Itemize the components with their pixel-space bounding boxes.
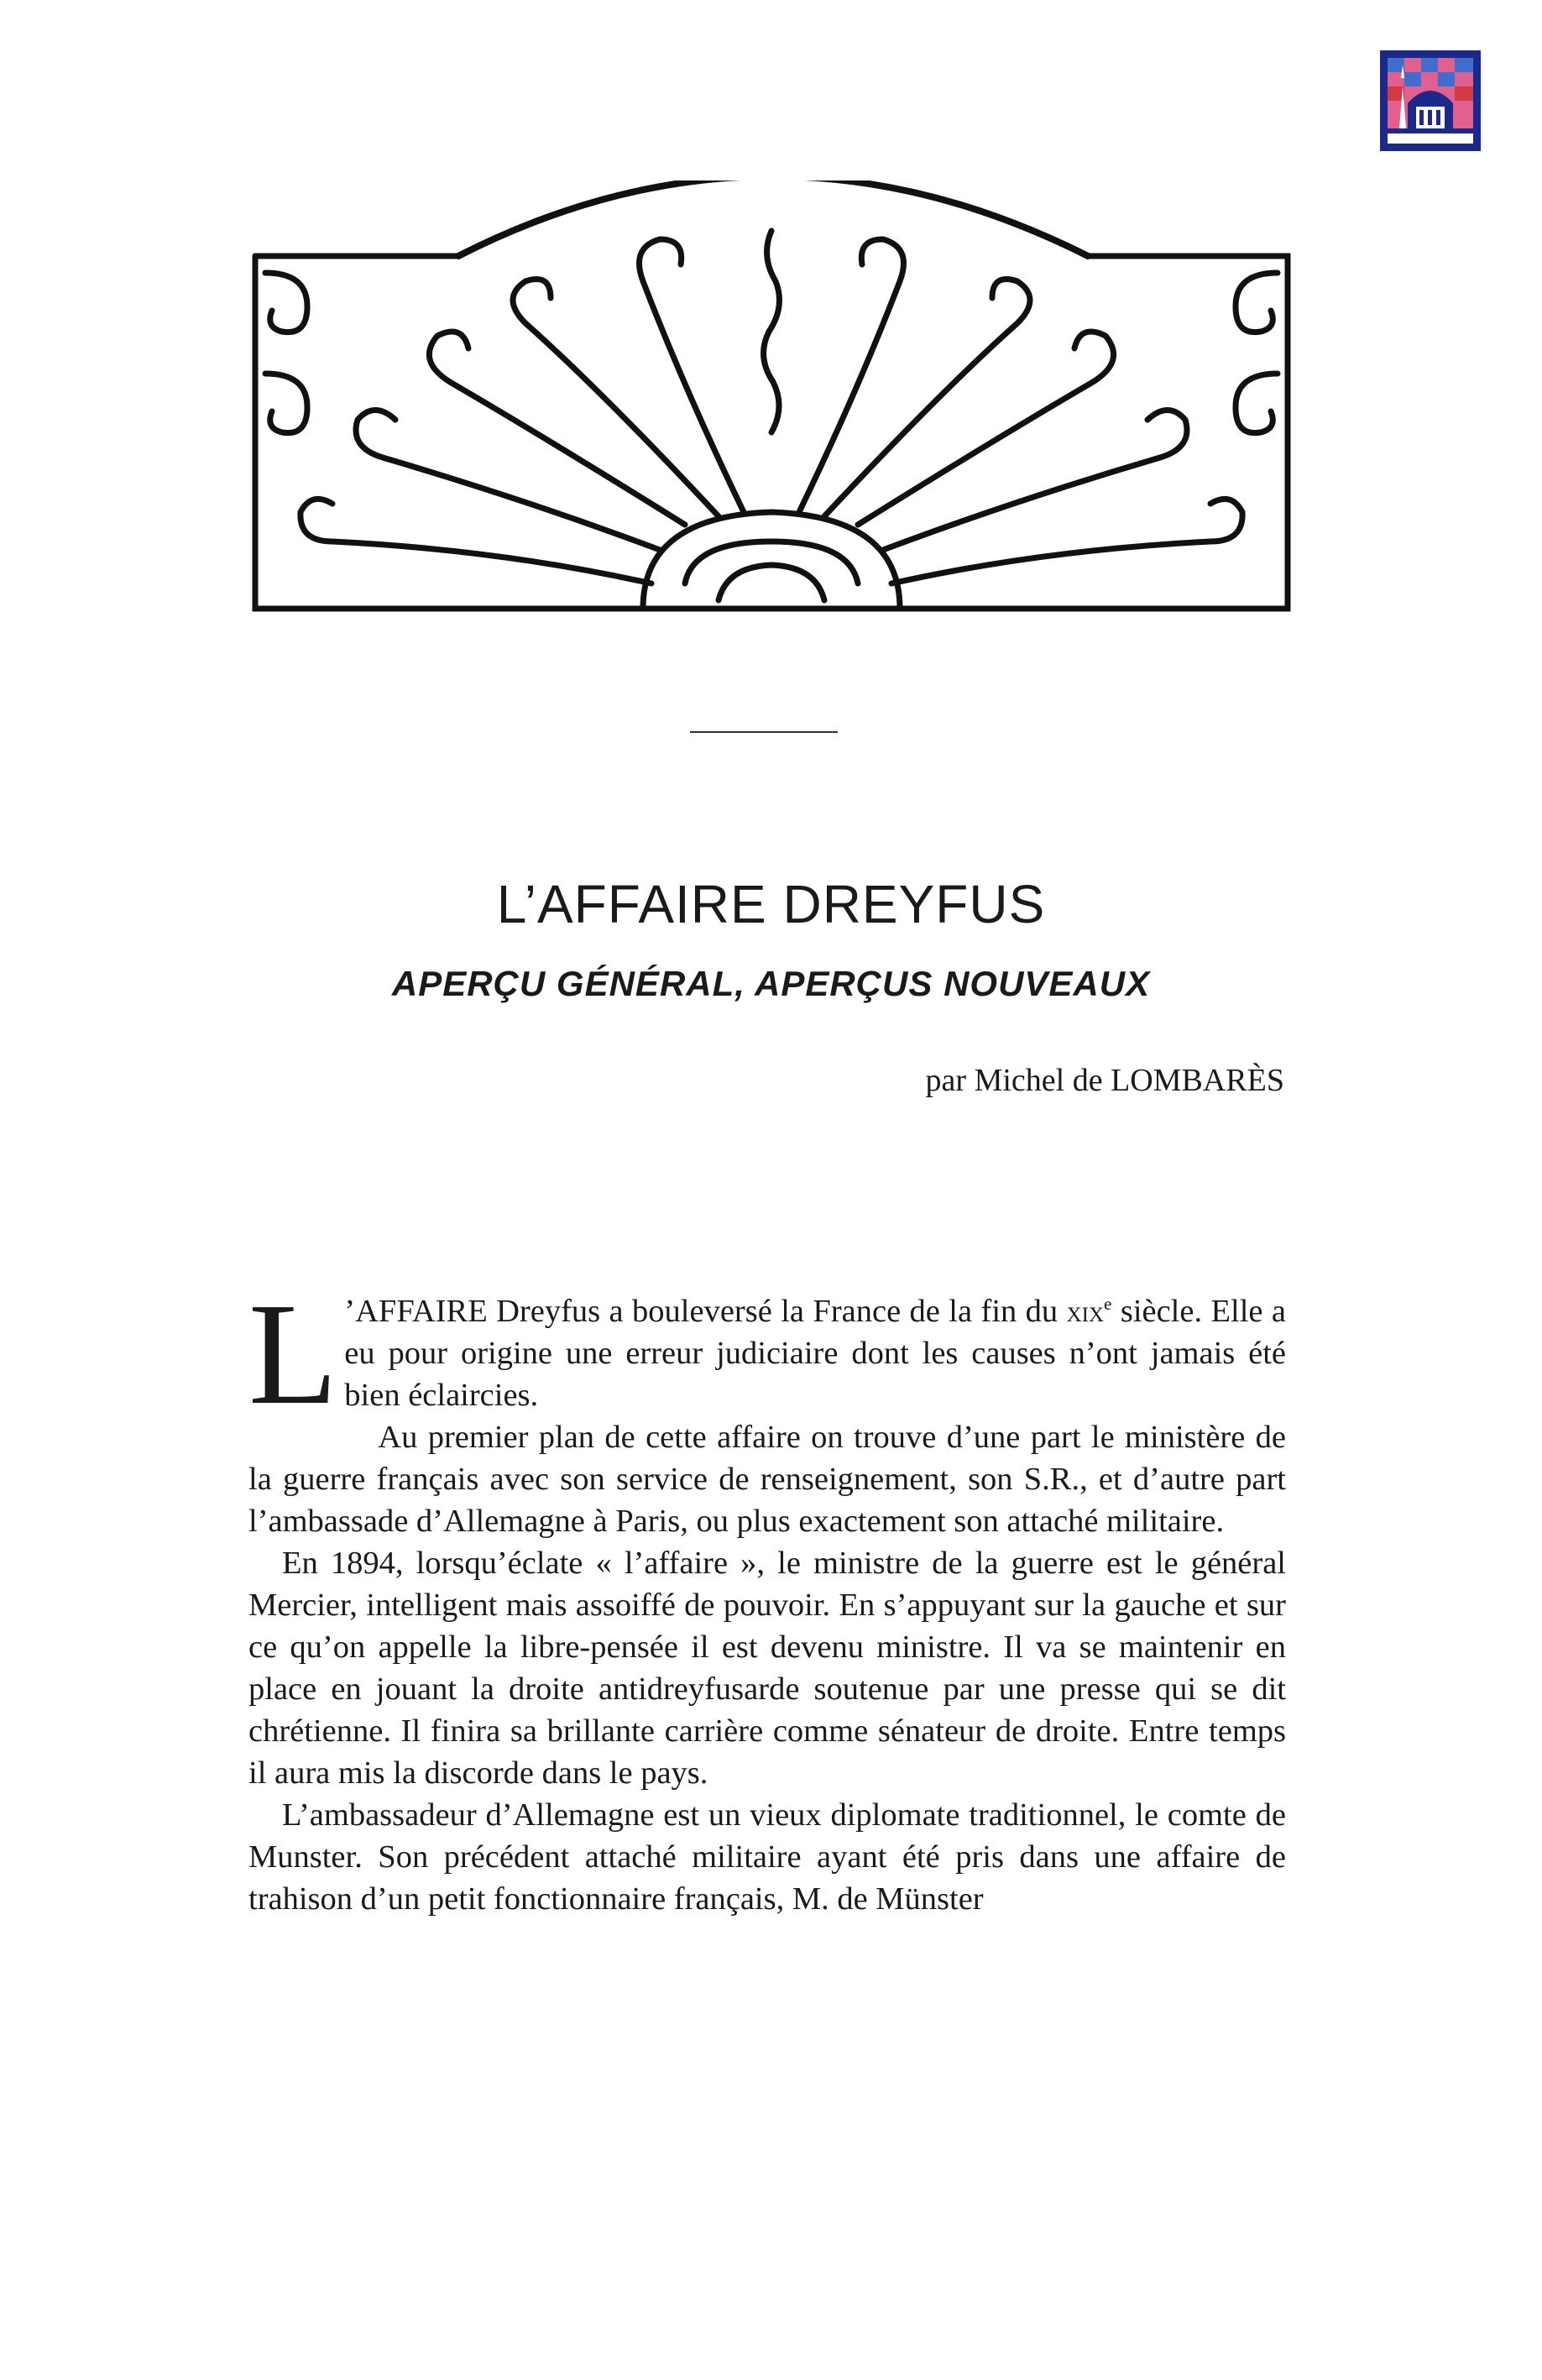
article-subtitle: APERÇU GÉNÉRAL, APERÇUS NOUVEAUX xyxy=(391,964,1151,1003)
paragraph-1 xyxy=(248,1273,1286,1435)
paragraph-1-text-a: ’AFFAIRE Dreyfus a bouleversé la France de la fin du xyxy=(344,1294,1067,1329)
publisher-logo xyxy=(1380,50,1481,151)
paragraph-2: Au premier plan de cette affaire on trouve d’une part le ministère de la guerre français avec son service de renseignement, son S.R., et d’autre part l’ambassade d’Allemagne à Paris, ou plus exactement son attaché militaire. xyxy=(248,1420,1286,1539)
paragraph-1-text-b: siècle. Elle a eu pour origine une erreur judiciaire dont les causes n’ont jamais été bien éclaircies. xyxy=(344,1294,1286,1413)
paragraph-4: L’ambassadeur d’Allemagne est un vieux diplomate traditionnel, le comte de Munster. Son précédent attaché militaire ayant été pris dans une affaire de trahison d’un petit fonctionnaire français, M. de Münster xyxy=(248,1797,1286,1917)
separator-rule xyxy=(690,731,838,733)
drop-cap: L xyxy=(248,1273,338,1435)
article-body xyxy=(248,1273,1286,1920)
article-title: L’AFFAIRE DREYFUS xyxy=(496,874,1046,934)
paragraph-3: En 1894, lorsqu’éclate « l’affaire », le ministre de la guerre est le général Mercier, intelligent mais assoiffé de pouvoir. En s’appuyant sur la gauche et sur ce qu’on appelle la libre-pensée il est devenu ministre. Il va se maintenir en place en jouant la droite antidreyfusarde soutenue par une presse qui se dit chrétienne. Il finira sa brillante carrière comme sénateur de droite. Entre temps il aura mis la discorde dans le pays. xyxy=(248,1546,1286,1791)
author-byline: par Michel de LOMBARÈS xyxy=(925,1063,1284,1098)
century-numeral: xix xyxy=(1066,1295,1105,1328)
wrought-iron-ornament xyxy=(248,180,1294,617)
century-superscript: e xyxy=(1104,1294,1112,1315)
